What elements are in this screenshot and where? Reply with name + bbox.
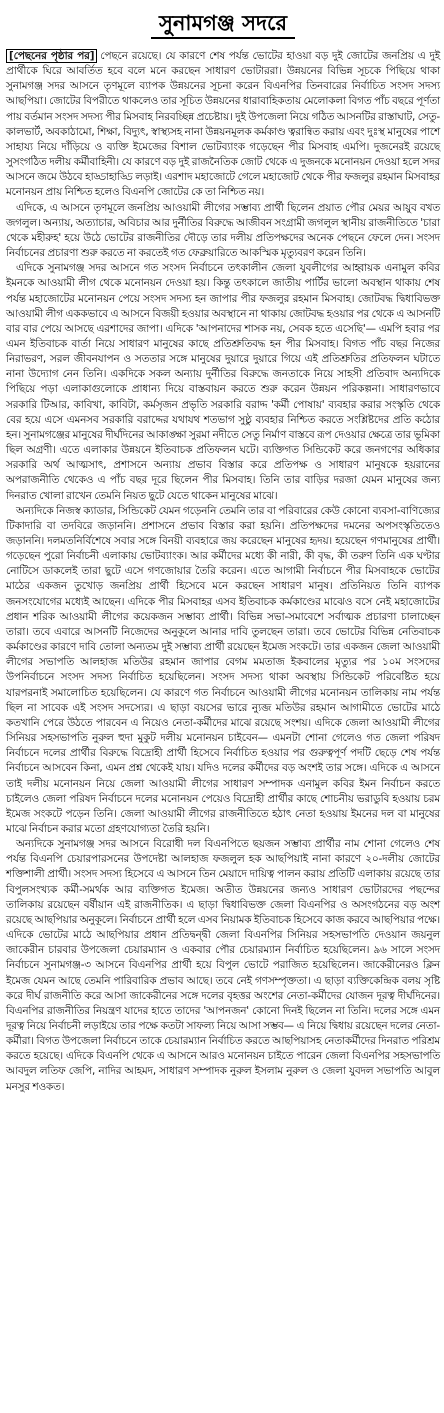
paragraph-1-text: পেছনে রয়েছে। যে কারণে শেষ পর্যন্ত ভোটের হাওয়া বড় দুই জোটের জনপ্রিয় এ দুই প্রার্থীকে ঘিরে আবর্তিত হবে বলে মনে করছেন সাধারণ ভোটাররা। উন্নয়নের বিভিন্ন সূচকে পিছিয়ে থাকা সুনামগঞ্জ সদর আসনে তৃণমূলে ব্যাপক উন্নয়নের সূচনা করেন বিএনপির তিনবারের নির্বাচিত সংসদ সদস্য আছপিয়া। জোটের বিপরীতে থাকলেও তার সূচিত উন্নয়নের ধারাবাহিকতায় মেলোকলা বিগত পাঁচ বছরে পূর্ণতা পায় বর্তমান সংসদ সদস্য পীর মিসবাহ নিরবচ্ছিন্ন প্রচেষ্টায়। দুই উপজেলা নিয়ে গঠিত আসনটির রাস্তাঘাট, সেতু-কালভার্ট, অবকাঠামো, শিক্ষা, বিদ্যুৎ, স্বাস্থ্যসহ নানা উন্নয়নমূলক কর্মকাণ্ড ত্বরান্বিত করায় এবং দুঃস্থ মানুষের পাশে সাহায্য নিয়ে দাঁড়িয়ে ও ব্যক্তি ইমেজের বিশাল ভোটব্যাংক গড়েছেন পীর মিসবাহ এমপি। দুজনেরই রয়েছে সুসংগঠিত দলীয় কর্মীবাহিনী। যে কারণে বড় দুই রাজনৈতিক জোট থেকে এ দুজনকে মনোনয়ন দেওয়া হলে সদর আসনে জমে উঠবে হাড্ডাহাড্ডি লড়াই। এরশাদ মহাজোটে গেলে মহাজোট থেকে পীর ফজলুর রহমান মিসবাহর মনোনয়ন প্রায় নিশ্চিত হলেও বিএনপি জোটের কে তা নিশ্চিত নয়। xyxy=(6,50,440,199)
continued-from-label: [পেছনের পৃষ্ঠার পর] xyxy=(6,49,97,63)
article-paragraph-3: এদিকে সুনামগঞ্জ সদর আসনে গত সংসদ নির্বাচনে তৎকালীন জেলা যুবলীগের আহ্বায়ক এনামুল কবির ইমনকে আওয়ামী লীগ থেকে মনোনয়ন দেওয়া হয়। কিন্তু তৎকালে জাতীয় পার্টির ভালো অবস্থান থাকায় শেষ পর্যন্ত মহাজোটের মনোনয়ন পেয়ে সংসদ সদস্য হন জাপার পীর ফজলুর রহমান মিসবাহ। জোটবদ্ধ দ্বিধাবিভক্ত আওয়ামী লীগ এককভাবে এ আসনে বিজয়ী হওয়ার অবস্থানে না থাকায় জোটবদ্ধ হওয়ার পর থেকে এ আসনটি বার বার পেয়ে আসছে এরশাদের জাপা। এদিকে 'আপনাদের শাসক নয়, সেবক হতে এসেছি'— এমপি হবার পর এমন ইতিবাচক বার্তা নিয়ে সাধারণ মানুষের কাছে প্রতিশ্রুতিবদ্ধ হন পীর মিসবাহ। বিগত পাঁচ বছর নিজের নিরাভরণ, সরল জীবনযাপন ও সততার সঙ্গে মানুষের দুয়ারে দুয়ারে গিয়ে এই প্রতিশ্রুতির প্রতিফলন ঘটাতে নানা উদ্যোগ নেন তিনি। একদিকে সকল অন্যায় দুর্নীতির বিরুদ্ধে জনতাকে নিয়ে সাহসী প্রতিবাদ অন্যদিকে পিছিয়ে পড়া এলাকাগুলোকে প্রাধান্য দিয়ে বাস্তবায়ন করতে শুরু করেন উন্নয়ন পরিকল্পনা। সাধারণভাবে সরকারি টিআর, কাবিখা, কাবিটা, কর্মসৃজন প্রভৃতি সরকারি বরাদ্দ 'কর্মী পোষায়' ব্যবহার করার সংস্কৃতি থেকে বের হয়ে এসে এমনসব সরকারি বরাদ্দের যথাযথ শতভাগ সুষ্ঠু ব্যবহার নিশ্চিত করতে সংশ্লিষ্টদের প্রতি কঠোর হন। সুনামগঞ্জের মানুষের দীর্ঘদিনের আকাঙ্ক্ষা সুরমা নদীতে সেতু নির্মাণ বাস্তবে রূপ দেওয়ার ক্ষেত্রে তার ভূমিকা ছিল অগ্রণী। এতে এলাকার উন্নয়নে ইতিবাচক প্রতিফলন ঘটে। ব্যক্তিগত সিন্ডিকেট করে জনগণের অধিকার সরকারি অর্থ আত্মসাৎ, প্রশাসনে অন্যায় প্রভাব বিস্তার করে প্রতিপক্ষ ও সাধারণ মানুষকে হয়রানের অপরাজনীতি থেকেও এ পাঁচ বছর দূরে ছিলেন পীর মিসবাহ। তিনি তার বাড়ির দরজা যেমন মানুষের জন্য দিনরাত খোলা রাখেন তেমনি নিয়ত ছুটে যেতে থাকেন মানুষের মাঝে। xyxy=(6,262,440,502)
article-paragraph-5: অন্যদিকে সুনামগঞ্জ সদর আসনে বিরোধী দল বিএনপিতে ছয়জন সম্ভাব্য প্রার্থীর নাম শোনা গেলেও শেষ পর্যন্ত বিএনপি চেয়ারপারসনের উপদেষ্টা আলহাজ ফজলুল হক আছপিয়াই নানা কারণে ২০-দলীয় জোটের শক্তিশালী প্রার্থী। সংসদ সদস্য হিসেবে এ আসনে তিন মেয়াদে দায়িত্ব পালন করায় প্রতিটি এলাকায় রয়েছে তার বিপুলসংখ্যক কর্মী-সমর্থক আর ব্যক্তিগত ইমেজ। অতীত উন্নয়নের জন্যও সাধারণ ভোটারদের পছন্দের তালিকায় রয়েছেন বর্ষীয়ান এই রাজনীতিক। এ ছাড়া দ্বিধাবিভক্ত জেলা বিএনপির ও অসংগঠনের বড় অংশ রয়েছে আছপিয়ার অনুকূলে। নির্বাচনে প্রার্থী হলে এসব নিয়ামক ইতিবাচক হিসেবে কাজ করবে আছপিয়ার পক্ষে। এদিকে ভোটের মাঠে আছপিয়ার প্রধান প্রতিদ্বন্দ্বী জেলা বিএনপির সিনিয়র সহসভাপতি দেওয়ান জয়নুল জাকেরীন চারবার উপজেলা চেয়ারম্যান ও একবার পৌর চেয়ারম্যান নির্বাচিত হয়েছিলেন। ৯৬ সালে সংসদ নির্বাচনে সুনামগঞ্জ-৩ আসনে বিএনপির প্রার্থী হয়ে বিপুল ভোটে পরাজিত হয়েছিলেন। জাকেরীনেরও ক্লিন ইমেজ যেমন আছে তেমনি পারিবারিক প্রভাব আছে। তবে নেই গণসম্পৃক্ততা। এ ছাড়া ব্যক্তিকেন্দ্রিক বলয় সৃষ্টি করে দীর্ঘ রাজনীতি করে আসা জাকেরীনের সঙ্গে দলের বৃহত্তর অংশের নেতা-কর্মীদের যোজন দূরত্ব দীর্ঘদিনের। বিএনপির রাজনীতির নিয়ন্ত্রণ যাদের হাতে তাদের 'আপনজন' কোনো দিনই ছিলেন না তিনি। দলের সঙ্গে এমন দূরত্ব নিয়ে নির্বাচনী লড়াইয়ে তার পক্ষে কতটা সাফল্য নিয়ে আসা সম্ভব— এ নিয়ে দ্বিধায় রয়েছেন দলের নেতা-কর্মীরা। বিগত উপজেলা নির্বাচনে তাকে চেয়ারম্যান নির্বাচিত করতে আছপিয়াসহ নেতাকর্মীদের দিনরাত পরিশ্রম করতে হয়েছে। এদিকে বিএনপি থেকে এ আসনে আরও মনোনয়ন চাইতে পারেন জেলা বিএনপির সহসভাপতি আবদুল লতিফ জেপি, নাদির আহমদ, সাধারণ সম্পাদক নুরুল ইসলাম নুরুল ও জেলা যুবদল সভাপতি আবুল মনসুর শওকত। xyxy=(6,838,440,1093)
article-paragraph-1 xyxy=(6,49,440,201)
article-paragraph-4: অন্যদিকে নিজস্ব ক্যাডার, সিন্ডিকেট যেমন গড়েননি তেমনি তার বা পরিবারের কেউ কোনো ব্যবসা-বাণিজ্যের টিকাদারি বা তদবিরে জড়াননি। প্রশাসনে প্রভাব বিস্তার করা হয়নি। প্রতিপক্ষদের দমনের অপসংস্কৃতিতেও জড়াননি। দলমতনির্বিশেষে সবার সঙ্গে বিনয়ী ব্যবহারে জয় করেছেন মানুষের হৃদয়। হয়েছেন গণমানুষের প্রার্থী। গড়েছেন পুরো নির্বাচনী এলাকায় ভোটব্যাংক। আর কর্মীদের মধ্যে কী নারী, কী বৃদ্ধ, কী তরুণ তিনি এক ঘণ্টার নোটিসে ডাকলেই তারা ছুটে এসে গণজোয়ার তৈরি করেন। এতে আগামী নির্বাচনে পীর মিসবাহকে ভোটের মাঠের একজন তুখোড় জনপ্রিয় প্রার্থী হিসেবে মনে করছেন সাধারণ মানুষ। প্রতিনিয়ত তিনি ব্যাপক জনসংযোগের মধ্যেই আছেন। এদিকে পীর মিসবাহর এসব ইতিবাচক কর্মকাণ্ডের মাঝেও বসে নেই মহাজোটের প্রধান শরিক আওয়ামী লীগের কয়েকজন সম্ভাব্য প্রার্থী। বিভিন্ন সভা-সমাবেশে সর্বাত্মক প্রচারণা চালাচ্ছেন তারা। তবে এবারে আসনটি নিজেদের অনুকূলে আনার দাবি তুলছেন তারা। তবে ভোটের বিভিন্ন নেতিবাচক কর্মকাণ্ডের কারণে দাবি তোলা অন্যতম দুই সম্ভাব্য প্রার্থী রয়েছেন ইমেজ সংকটে। তার একজন জেলা আওয়ামী লীগের সভাপতি আলহাজ মতিউর রহমান জাপার বেগম মমতাজ ইকবালের মৃত্যুর পর ১০ম সংসদের উপনির্বাচনে সংসদ সদস্য নির্বাচিত হয়েছিলেন। সংসদ সদস্য থাকা অবস্থায় সিন্ডিকেট পরিবেষ্টিত হয়ে যারপরনাই সমালোচিত হয়েছিলেন। যে কারণে গত নির্বাচনে আওয়ামী লীগের মনোনয়ন তালিকায় নাম পর্যন্ত ছিল না সাবেক এই সংসদ সদস্যের। এ ছাড়া বয়সের ভারে ন্যুব্জ মতিউর রহমান আগামীতে ভোটের মাঠে কতখানি পেরে উঠতে পারবেন এ নিয়েও নেতা-কর্মীদের মাঝে রয়েছে সংশয়। এদিকে জেলা আওয়ামী লীগের সিনিয়র সহসভাপতি নুরুল হুদা মুকুট দলীয় মনোনয়ন চাইবেন— এমনটা শোনা গেলেও গত জেলা পরিষদ নির্বাচনে দলের প্রার্থীর বিরুদ্ধে বিদ্রোহী প্রার্থী হিসেবে নির্বাচিত হওয়ার পর গুরুত্বপূর্ণ পদটি ছেড়ে শেষ পর্যন্ত নির্বাচনে আসবেন কিনা, এমন প্রশ্ন থেকেই যায়। যদিও দলের কর্মীদের বড় অংশই তার সঙ্গে। এদিকে এ আসনে তাই দলীয় মনোনয়ন নিয়ে জেলা আওয়ামী লীগের সাধারণ সম্পাদক এনামুল কবির ইমন নির্বাচন করতে চাইলেও জেলা পরিষদ নির্বাচনে দলের মনোনয়ন পেয়েও বিদ্রোহী প্রার্থীর কাছে শোচনীয় ভরাডুবি হওয়ায় চরম ইমেজ সংকটে পড়েন তিনি। জেলা আওয়ামী লীগের রাজনীতিতে হঠাৎ নেতা হওয়ায় ইমনের দল বা মানুষের মাঝে নির্বাচন করার মতো গ্রহণযোগ্যতা তৈরি হয়নি। xyxy=(6,504,440,835)
article-body xyxy=(6,49,440,1095)
article-paragraph-2: এদিকে, এ আসনে তৃণমূলে জনপ্রিয় আওয়ামী লীগের সম্ভাব্য প্রার্থী ছিলেন প্রয়াত পৌর মেয়র আয়ুব বখত জগলুল। অন্যায়, অত্যাচার, অবিচার আর দুর্নীতির বিরুদ্ধে আজীবন সংগ্রামী জগলুল স্থানীয় রাজনীতিতে 'চারা থেকে মহীরুহ' হয়ে উঠে ভোটের রাজনীতির দৌড়ে তার দলীয় প্রতিপক্ষদের অনেক পেছনে ফেলে দেন। সংসদ নির্বাচনের প্রচারণা শুরু করতে না করতেই গত ফেব্রুয়ারিতে আকস্মিক মৃত্যুবরণ করেন তিনি। xyxy=(6,201,440,260)
headline-wrap xyxy=(6,10,440,39)
article-headline: সুনামগঞ্জ সদরে xyxy=(151,10,295,39)
